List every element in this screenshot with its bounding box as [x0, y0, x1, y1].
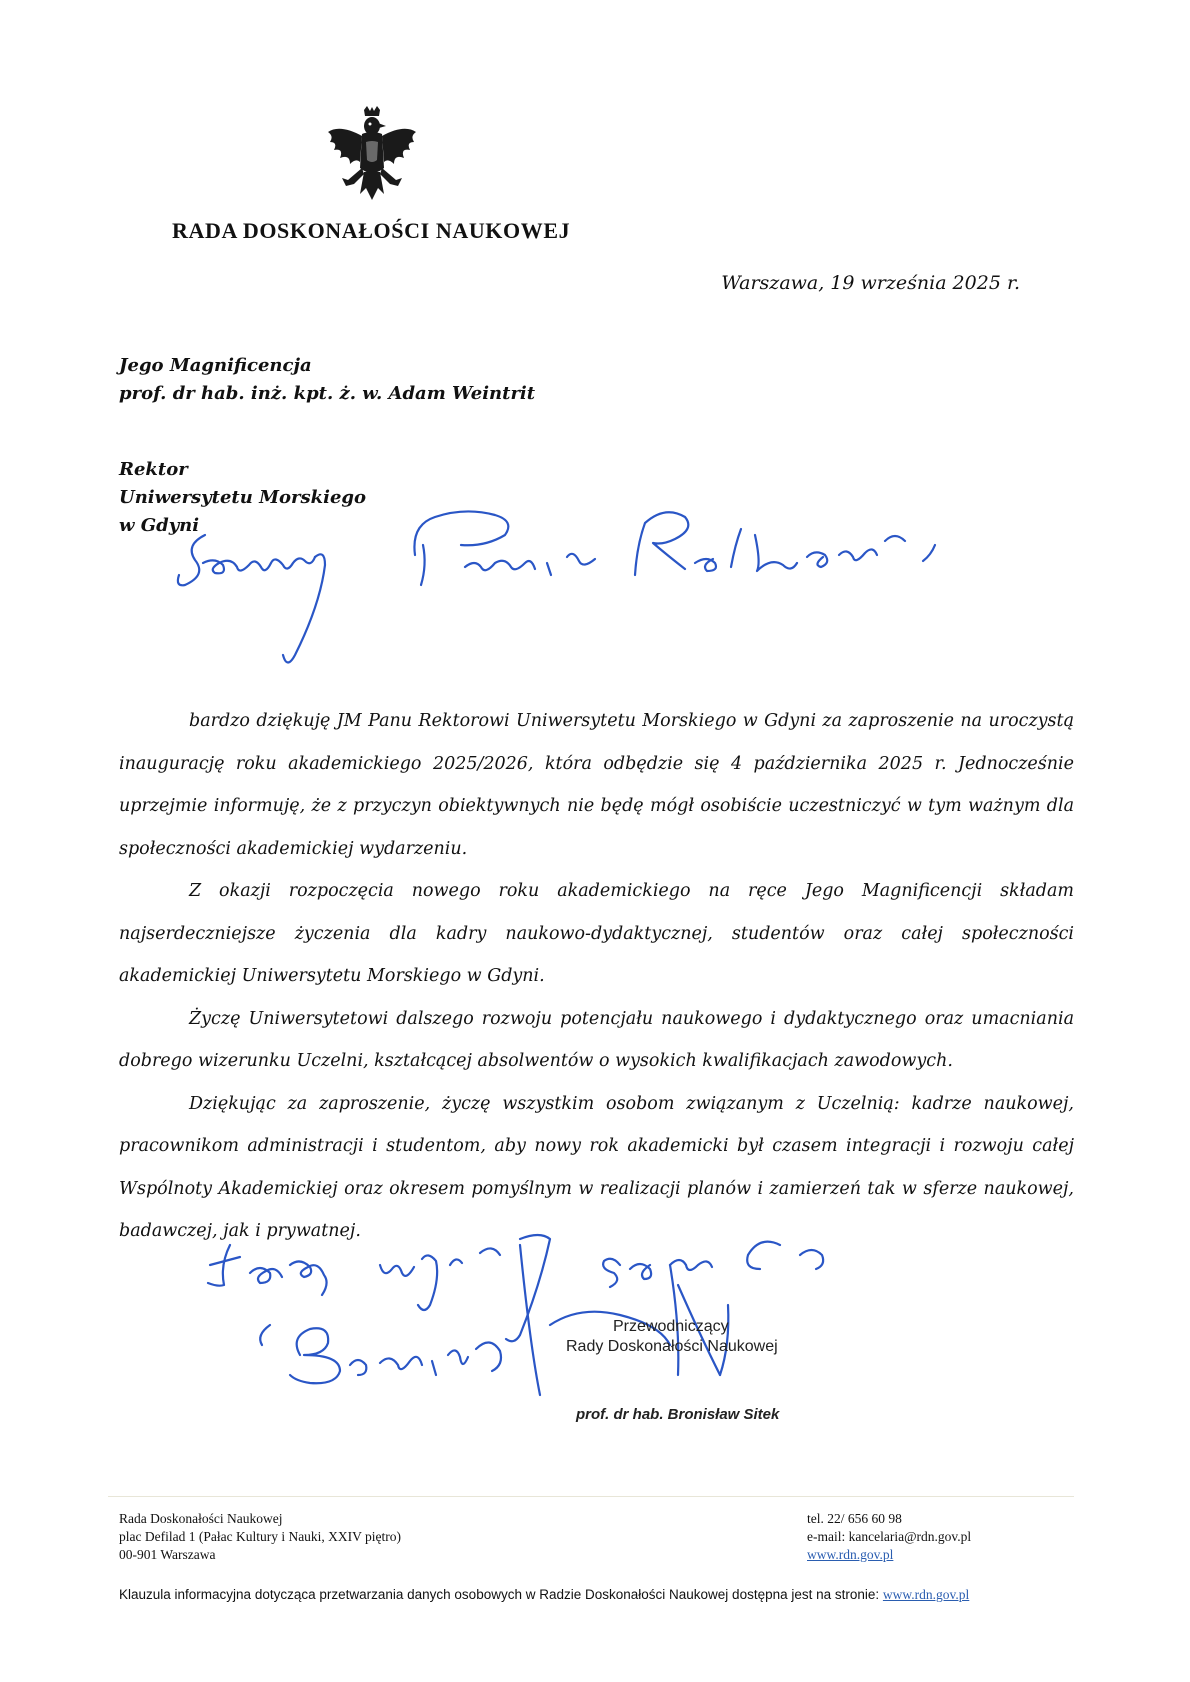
letter-date: Warszawa, 19 września 2025 r.: [721, 272, 1020, 294]
body-paragraph-2: Z okazji rozpoczęcia nowego roku akademickiego na ręce Jego Magnificencji składam najserdeczniejsze życzenia dla kadry naukowo-dydaktycznej, studentów oraz całej społeczności akademickiej Uniwersytetu Morskiego w Gdyni.: [119, 881, 1074, 986]
privacy-clause-link[interactable]: www.rdn.gov.pl: [882, 1587, 970, 1602]
footer-org-name: Rada Doskonałości Naukowej: [119, 1511, 283, 1526]
footer-address: [119, 1510, 401, 1564]
addressee-city: w Gdyni: [119, 515, 200, 536]
polish-eagle-emblem-icon: [326, 106, 418, 210]
institution-name: RADA DOSKONAŁOŚCI NAUKOWEJ: [172, 218, 571, 243]
stamp-position: Przewodniczący: [613, 1318, 729, 1335]
footer-divider: [108, 1496, 1074, 1497]
addressee-position: Rektor: [119, 459, 188, 480]
addressee-institution-block: [119, 456, 366, 540]
privacy-clause: [119, 1587, 969, 1603]
privacy-clause-text: Klauzula informacyjna dotycząca przetwarzania danych osobowych w Radzie Doskonałości Naukowej dostępna jest na stronie:: [119, 1587, 883, 1602]
footer-street: plac Defilad 1 (Pałac Kultury i Nauki, XXIV piętro): [119, 1529, 402, 1544]
body-paragraph-1: bardzo dziękuję JM Panu Rektorowi Uniwersytetu Morskiego w Gdyni za zaproszenie na uroczystą inaugurację roku akademickiego 2025/2026, która odbędzie się 4 października 2025 r. Jednocześnie uprzejmie informuję, że z przyczyn obiektywnych nie będę mógł osobiście uczestniczyć w tym ważnym dla społeczności akademickiej wydarzeniu.: [119, 711, 1074, 859]
footer-contact: [807, 1510, 971, 1564]
footer-email: e-mail: kancelaria@rdn.gov.pl: [807, 1529, 972, 1544]
body-paragraph-4: Dziękując za zaproszenie, życzę wszystkim osobom związanym z Uczelnią: kadrze naukowej, pracownikom administracji i studentom, aby nowy rok akademicki był czasem integracji i rozwoju całej Wspólnoty Akademickiej oraz okresem pomyślnym w realizacji planów i zamierzeń tak w sferze naukowej, badawczej, jak i prywatnej.: [119, 1093, 1074, 1241]
footer-website-link[interactable]: www.rdn.gov.pl: [807, 1547, 894, 1562]
body-paragraph-3: Życzę Uniwersytetowi dalszego rozwoju potencjału naukowego i dydaktycznego oraz umacniania dobrego wizerunku Uczelni, kształcącej absolwentów o wysokich kwalifikacjach zawodowych.: [119, 1008, 1074, 1071]
stamp-organization: Rady Doskonałości Naukowej: [566, 1338, 778, 1355]
addressee-university: Uniwersytetu Morskiego: [119, 487, 366, 508]
footer-phone: tel. 22/ 656 60 98: [807, 1511, 902, 1526]
addressee-honorific: Jego Magnificencja: [119, 355, 312, 376]
stamp-signatory: prof. dr hab. Bronisław Sitek: [576, 1406, 780, 1423]
handwritten-closing-signature: [200, 1225, 950, 1415]
letter-body: [119, 700, 1074, 1253]
addressee-name: prof. dr hab. inż. kpt. ż. w. Adam Weintrit: [119, 383, 536, 404]
footer-city: 00-901 Warszawa: [119, 1547, 216, 1562]
addressee-title-block: [119, 352, 535, 408]
